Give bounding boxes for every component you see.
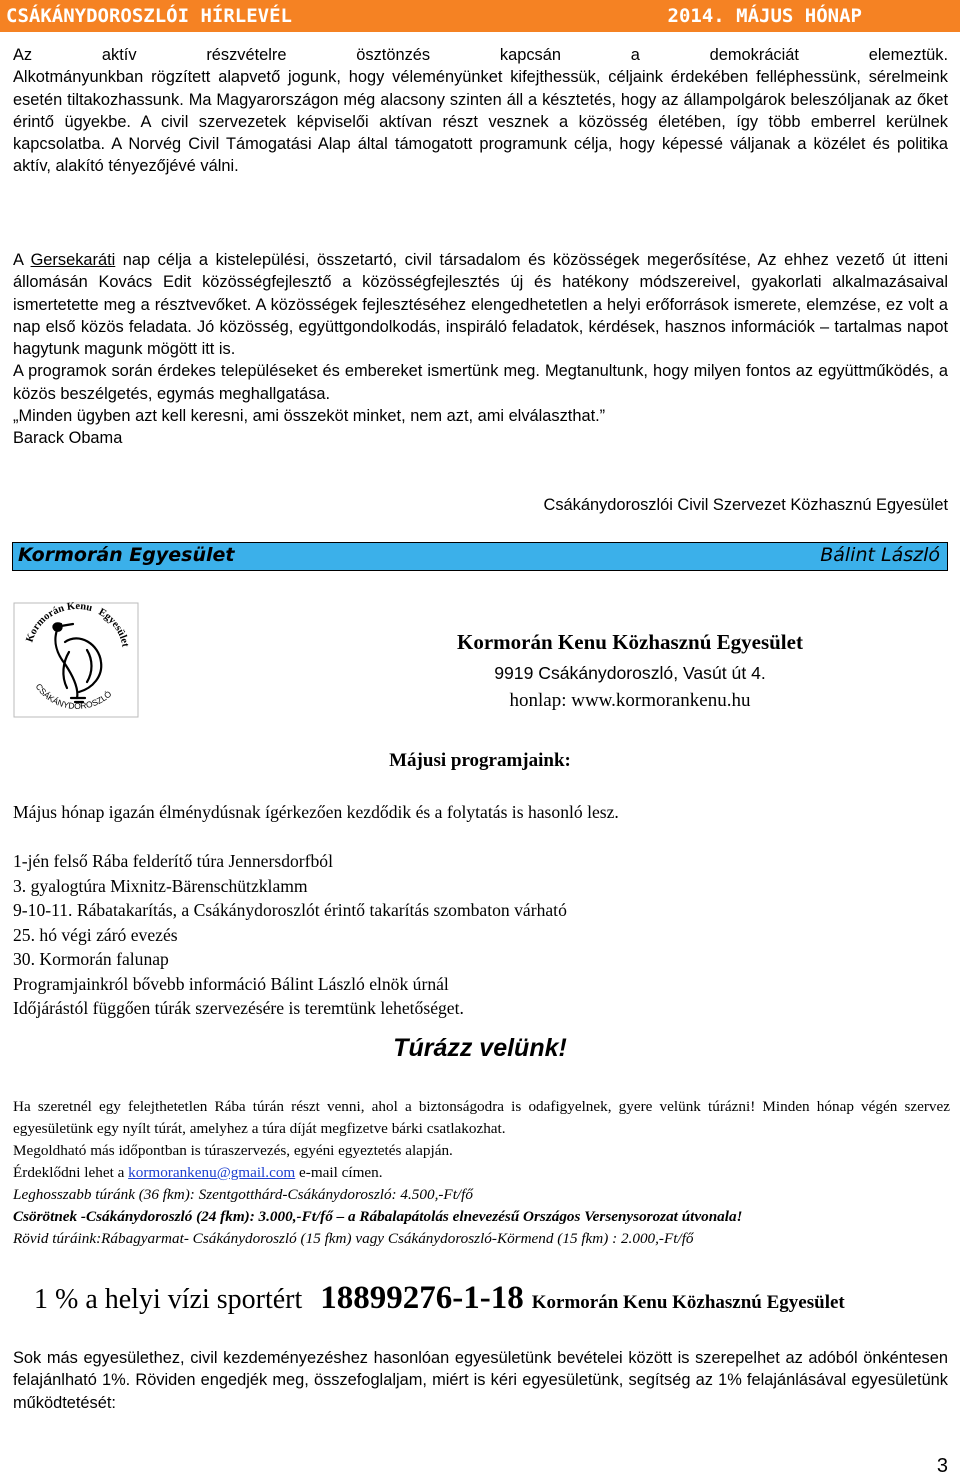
email-link[interactable]: kormorankenu@gmail.com	[128, 1164, 296, 1181]
program-item-5: 30. Kormorán falunap	[13, 949, 169, 969]
newsletter-header	[0, 0, 960, 32]
percent-org: Kormorán Kenu Közhasznú Egyesület	[531, 1292, 845, 1313]
closing-paragraph	[13, 1347, 948, 1414]
logo-bottom-text: CSÁKÁNYDOROSZLÓ	[33, 681, 114, 711]
kormoran-bar-title: Kormorán Egyesület	[18, 544, 235, 566]
program-item-6: Programjainkról bővebb információ Bálint László elnök úrnál	[13, 974, 449, 994]
short-tours: Rövid túráink:Rábagyarmat- Csákánydoroszló (15 fkm) vagy Csákánydoroszló-Körmend (15 fkm) : 2.000,-Ft/fő	[13, 1230, 694, 1247]
info-section	[13, 1096, 950, 1250]
cormorant-logo-icon	[13, 602, 139, 718]
longest-tour: Leghosszabb túránk (36 fkm): Szentgotthárd-Csákánydoroszló: 4.500,-Ft/fő	[13, 1186, 473, 1203]
header-date: 2014. MÁJUS HÓNAP	[667, 5, 862, 27]
kormoran-bar	[12, 542, 948, 571]
logo-top-text: Kormorán Kenu	[24, 602, 94, 644]
intro-line-1: Az aktív részvételre ösztönzés kapcsán a demokráciát elemeztük.	[13, 46, 948, 64]
email-post: e-mail címen.	[295, 1164, 383, 1181]
programs-paragraph: A programok során érdekes településeket és embereket ismertünk meg. Megtanultunk, hogy milyen fontos az együttműködés, a közös beszélgetés, egymás meghallgatása.	[13, 362, 948, 403]
logo-right-text: Egyesület	[96, 606, 131, 648]
tax-number: 18899276-1-18	[320, 1280, 524, 1316]
program-item-4: 25. hó végi záró evezés	[13, 925, 178, 945]
closing-text: Sok más egyesülethez, civil kezdeményezéshez hasonlóan egyesületünk bevételei között is szerepelhet az adóból önkéntesen felajánlható 1%. Röviden engedjék meg, összefoglaljam, miért is kéri egyesületünk, segítség az 1% felajánlásával egyesületünk működtetését:	[13, 1349, 948, 1412]
program-item-7: Időjárástól függően túrák szervezésére is teremtünk lehetőséget.	[13, 998, 464, 1018]
gerse-text-a: A	[13, 251, 31, 269]
programs-title: Májusi programjaink:	[389, 750, 571, 771]
email-pre: Érdeklődni lehet a	[13, 1164, 129, 1181]
kormoran-logo	[13, 602, 139, 718]
one-percent-line	[34, 1280, 845, 1317]
org-website: honlap: www.kormorankenu.hu	[509, 690, 751, 711]
thursday-tour: Csörötnek -Csákánydoroszló (24 fkm): 3.000,-Ft/fő – a Rábalapátolás elnevezésű Országos Versenysorozat útvonala!	[13, 1208, 743, 1225]
signer-organization: Csákánydoroszlói Civil Szervezet Közhasznú Egyesület	[543, 496, 948, 514]
slogan: Túrázz velünk!	[393, 1034, 567, 1062]
gersekarati-section	[13, 249, 948, 450]
program-item-3: 9-10-11. Rábatakarítás, a Csákánydoroszlót érintő takarítás szombaton várható	[13, 900, 567, 920]
kormoran-bar-author: Bálint László	[820, 544, 940, 566]
org-address: 9919 Csákánydoroszló, Vasút út 4.	[494, 663, 766, 683]
intro-body: Alkotmányunkban rögzített alapvető jogunk, hogy véleményünket kifejthessük, céljaink érdekében felléphessünk, sérelmeink esetén tiltakozhassunk. Ma Magyarországon még alacsony szinten áll a késztetés, hogy az állampolgárok beleszóljanak az őket érintő ügyekbe. A civil szervezetek képviselői aktívan részt vesznek a közösség életében, így több emberrel kerülnek kapcsolatba. A Norvég Civil Támogatási Alap által támogatott programunk célja, hogy képessé váljanak a közélet és politika aktív, alakító tényezőjévé válni.	[13, 68, 948, 176]
intro-paragraph	[13, 44, 948, 178]
quote-author: Barack Obama	[13, 429, 123, 448]
gerse-text-b: nap célja a kistelepülési, összetartó, civil társadalom és közösségek megerősítése, Az ehhez vezető út itteni állomásán Kovács Edit közösségfejlesztő a közösségfejlesztés új és hatékony módszereivel, gyakorlati alkalmazásaival ismertetette meg a résztvevőket. A közösségek fejlesztéséhez elengedhetetlen a helyi erőforrások ismerete, elemzése, ez volt a nap első közös feladata. Jó közösség, együttgondolkodás, inspiráló feladatok, kérdések, hasznos információk – tartalmas napot hagytunk magunk mögött itt is.	[13, 251, 948, 359]
obama-quote: „Minden ügyben azt kell keresni, ami összeköt minket, nem azt, ami elválaszthat.”	[13, 407, 606, 426]
page-number: 3	[936, 1455, 948, 1477]
program-item-1: 1-jén felső Rába felderítő túra Jennersdorfból	[13, 851, 333, 871]
programs-intro: Május hónap igazán élménydúsnak ígérkezően kezdődik és a folytatás is hasonló lesz.	[13, 802, 619, 822]
info-paragraph-2: Megoldható más időpontban is túraszervezés, egyéni egyeztetés alapján.	[13, 1142, 453, 1159]
info-email-line	[13, 1162, 950, 1184]
info-paragraph-1: Ha szeretnél egy felejthetetlen Rába túrán részt venni, ahol a biztonságodra is odafigyelnek, gyere velünk túrázni! Minden hónap végén szervez egyesületünk egy nyílt túrát, amelyhez a túra díját megfizetve bárki csatlakozhat.	[13, 1098, 950, 1137]
gersekarati-paragraph	[13, 249, 948, 360]
program-item-2: 3. gyalogtúra Mixnitz-Bärenschützklamm	[13, 876, 308, 896]
org-name: Kormorán Kenu Közhasznú Egyesület	[457, 630, 803, 654]
gersekarati-link[interactable]: Gersekaráti	[30, 251, 116, 269]
percent-label: 1 % a helyi vízi sportért	[34, 1284, 303, 1315]
header-title: CSÁKÁNYDOROSZLÓI HÍRLEVÉL	[6, 5, 292, 27]
